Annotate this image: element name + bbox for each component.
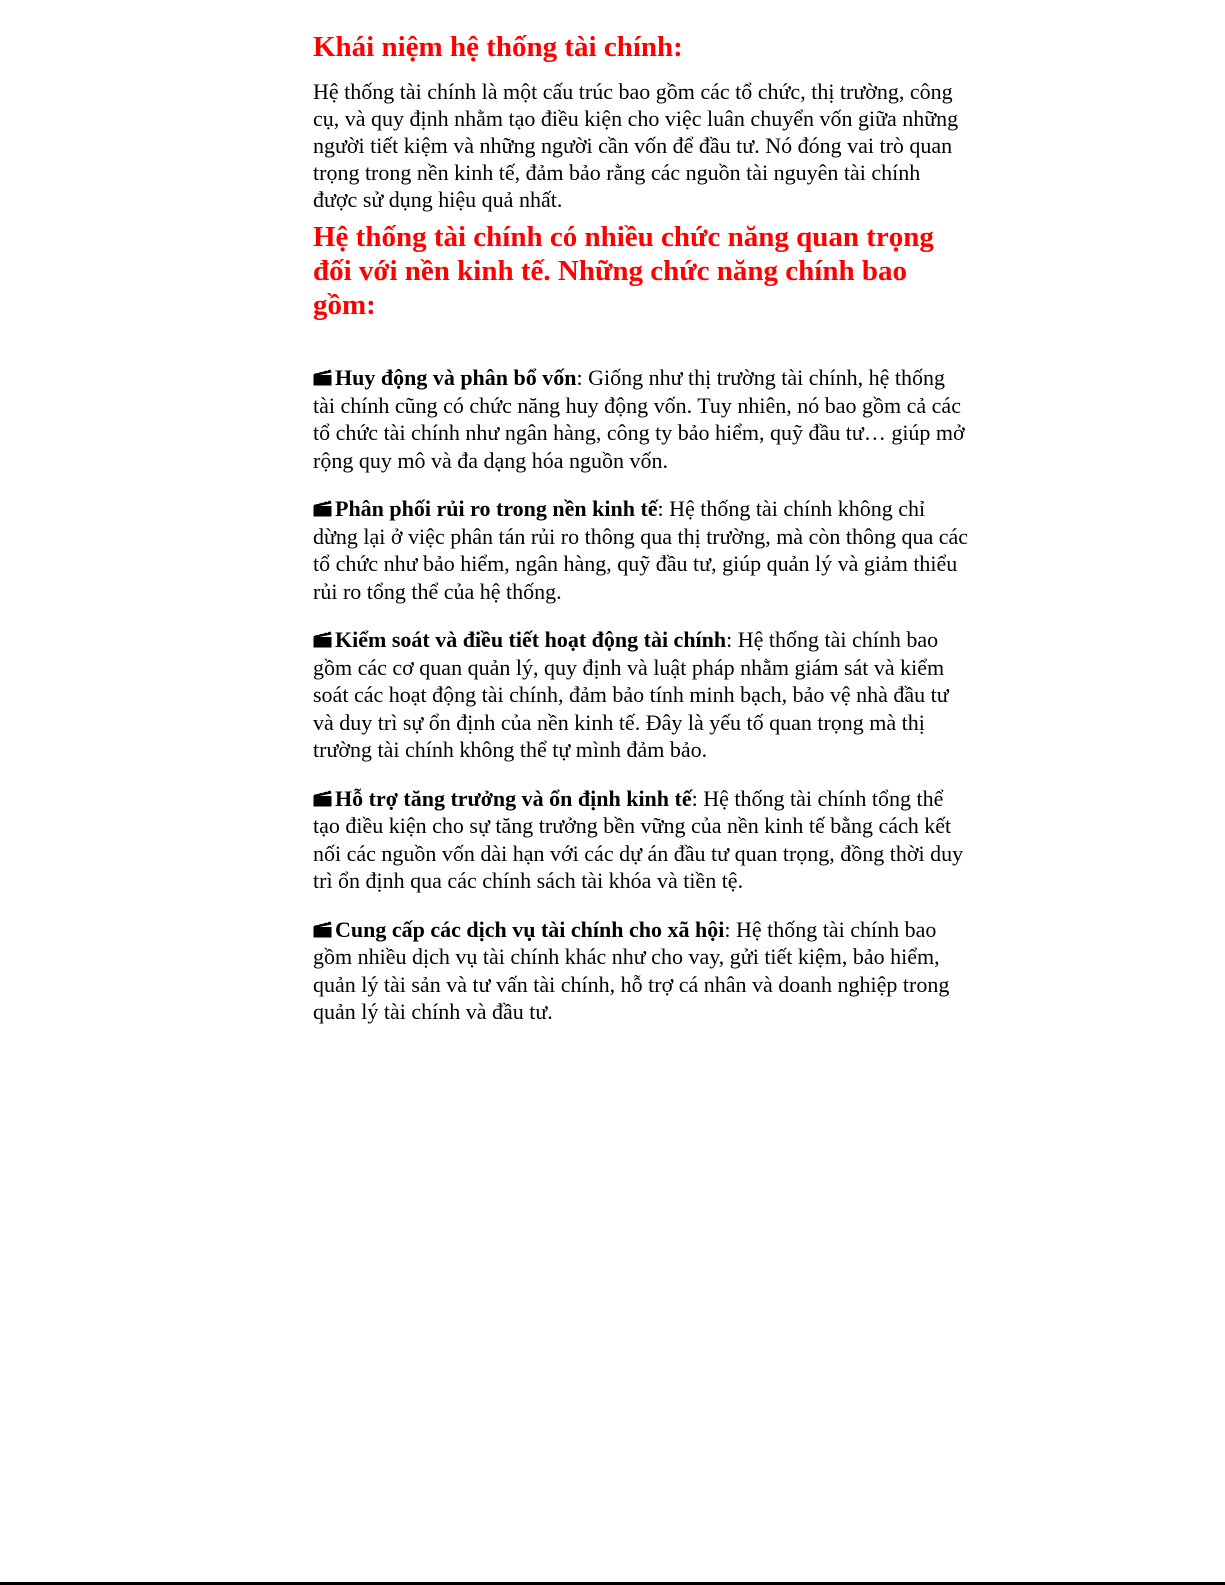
function-item-regulation: [313, 626, 968, 764]
functions-list: [313, 364, 968, 1026]
function-title: Hỗ trợ tăng trưởng và ổn định kinh tế: [335, 785, 692, 811]
function-item-financial-services: [313, 916, 968, 1026]
document-page: [313, 20, 968, 1047]
function-title: Kiểm soát và điều tiết hoạt động tài chính: [335, 627, 727, 652]
function-text: : Hệ thống tài chính bao gồm nhiều dịch vụ tài chính khác như cho vay, gửi tiết kiệm, bảo hiểm, quản lý tài sản và tư vấn tài chính, hỗ trợ cá nhân và doanh nghiệp trong quản lý tài chính và đầu tư.: [313, 916, 950, 1024]
function-text: : Hệ thống tài chính tổng thể tạo điều kiện cho sự tăng trưởng bền vững của nền kinh tế bằng cách kết nối các nguồn vốn dài hạn với các dự án đầu tư quan trọng, đồng thời duy trì ổn định qua các chính sách tài khóa và tiền tệ.: [313, 785, 964, 893]
clapperboard-icon: [313, 369, 332, 386]
clapperboard-icon: [313, 500, 332, 517]
function-text: : Giống như thị trường tài chính, hệ thống tài chính cũng có chức năng huy động vốn. Tuy nhiên, nó bao gồm cả các tổ chức tài chính như ngân hàng, công ty bảo hiểm, quỹ đầu tư… giúp mở rộng quy mô và đa dạng hóa nguồn vốn.: [313, 365, 965, 473]
function-text: : Hệ thống tài chính bao gồm các cơ quan quản lý, quy định và luật pháp nhằm giám sát và kiểm soát các hoạt động tài chính, đảm bảo tính minh bạch, bảo vệ nhà đầu tư và duy trì sự ổn định của nền kinh tế. Đây là yếu tố quan trọng mà thị trường tài chính không thể tự mình đảm bảo.: [313, 627, 949, 762]
concept-heading: Khái niệm hệ thống tài chính:: [313, 31, 683, 63]
function-title: Cung cấp các dịch vụ tài chính cho xã hội: [335, 916, 725, 942]
clapperboard-icon: [313, 790, 332, 807]
functions-heading: Hệ thống tài chính có nhiều chức năng quan trọng đối với nền kinh tế. Những chức năng chính bao gồm:: [313, 221, 934, 321]
intro-paragraph: Hệ thống tài chính là một cấu trúc bao gồm các tổ chức, thị trường, công cụ, và quy định nhằm tạo điều kiện cho việc luân chuyển vốn giữa những người tiết kiệm và những người cần vốn để đầu tư. Nó đóng vai trò quan trọng trong nền kinh tế, đảm bảo rằng các nguồn tài nguyên tài chính được sử dụng hiệu quả nhất.: [313, 79, 959, 212]
function-item-mobilize-capital: [313, 364, 968, 474]
function-title: Huy động và phân bổ vốn: [335, 365, 577, 390]
function-text: : Hệ thống tài chính không chỉ dừng lại ở việc phân tán rủi ro thông qua thị trường, mà còn thông qua các tổ chức như bảo hiểm, ngân hàng, quỹ đầu tư, giúp quản lý và giảm thiểu rủi ro tổng thể của hệ thống.: [313, 496, 969, 604]
clapperboard-icon: [313, 631, 332, 648]
function-item-risk-distribution: [313, 495, 968, 605]
function-item-growth-support: [313, 785, 968, 895]
function-title: Phân phối rủi ro trong nền kinh tế: [335, 496, 658, 521]
clapperboard-icon: [313, 921, 332, 938]
